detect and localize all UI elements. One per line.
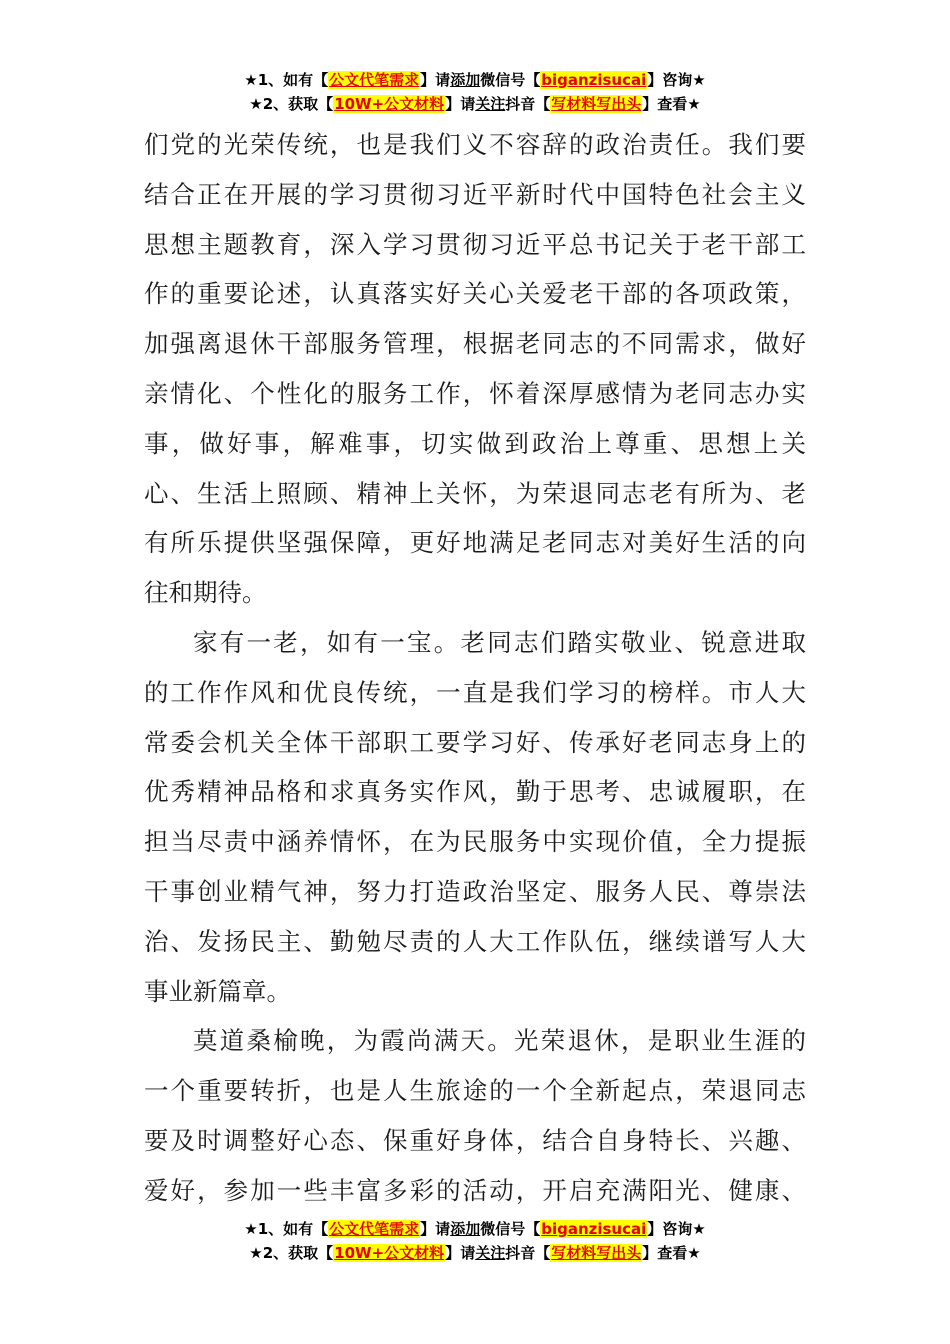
banner-text: 】请 — [445, 95, 476, 113]
text-line: 要及时调整好心态、保重好身体，结合自身特长、兴趣、 — [144, 1125, 806, 1155]
banner-line-2 — [0, 1242, 950, 1266]
banner-text: 】查看★ — [642, 1244, 701, 1262]
text-line: 家有一老，如有一宝。老同志们踏实敬业、锐意进取 — [193, 627, 806, 657]
text-line: 一个重要转折，也是人生旅途的一个全新起点，荣退同志 — [144, 1076, 806, 1106]
banner-text: 】请 — [420, 71, 451, 89]
footer-banner — [0, 1218, 950, 1266]
text-line: 莫道桑榆晚，为霞尚满天。光荣退休，是职业生涯的 — [193, 1026, 806, 1056]
banner-text: 】查看★ — [642, 95, 701, 113]
banner-text: 】请 — [445, 1244, 476, 1262]
paragraph-1 — [144, 120, 806, 618]
text-line: 有所乐提供坚强保障，更好地满足老同志对美好生活的向 — [144, 528, 806, 558]
text-line: 作的重要论述，认真落实好关心关爱老干部的各项政策， — [144, 279, 806, 309]
banner-underlined: 关注 — [475, 95, 506, 113]
highlight-materials: 10W+公文材料 — [334, 1244, 445, 1262]
text-line: 加强离退休干部服务管理，根据老同志的不同需求，做好 — [144, 329, 806, 359]
paragraph-2 — [144, 618, 806, 1016]
banner-line-2 — [0, 93, 950, 117]
highlight-wechat-id: biganzisucai — [541, 71, 647, 89]
text-line: 担当尽责中涵养情怀，在为民服务中实现价值，全力提振 — [144, 827, 806, 857]
text-line: 思想主题教育，深入学习贯彻习近平总书记关于老干部工 — [144, 229, 806, 259]
banner-underlined: 关注 — [475, 1244, 506, 1262]
highlight-materials: 10W+公文材料 — [334, 95, 445, 113]
banner-text: 微信号【 — [480, 1220, 541, 1238]
banner-text: ★2、获取【 — [249, 1244, 334, 1262]
banner-text: ★1、如有【 — [244, 1220, 329, 1238]
text-line: 往和期待。 — [144, 578, 267, 608]
text-line: 优秀精神品格和求真务实作风，勤于思考、忠诚履职，在 — [144, 777, 806, 807]
banner-underlined: 添加 — [450, 1220, 481, 1238]
banner-text: 】咨询★ — [647, 1220, 706, 1238]
text-line: 常委会机关全体干部职工要学习好、传承好老同志身上的 — [144, 727, 806, 757]
banner-text: 抖音【 — [505, 1244, 551, 1262]
banner-line-1 — [0, 1218, 950, 1242]
banner-text: 】请 — [420, 1220, 451, 1238]
text-line: 亲情化、个性化的服务工作，怀着深厚感情为老同志办实 — [144, 378, 806, 408]
highlight-wechat-id: biganzisucai — [541, 1220, 647, 1238]
text-line: 的工作作风和优良传统，一直是我们学习的榜样。市人大 — [144, 677, 806, 707]
highlight-service: 公文代笔需求 — [329, 71, 420, 89]
document-body — [144, 120, 806, 1216]
text-line: 结合正在开展的学习贯彻习近平新时代中国特色社会主义 — [144, 179, 806, 209]
highlight-douyin-account: 写材料写出头 — [551, 1244, 642, 1262]
text-line: 爱好，参加一些丰富多彩的活动，开启充满阳光、健康、 — [144, 1175, 806, 1205]
highlight-service: 公文代笔需求 — [329, 1220, 420, 1238]
text-line: 干事创业精气神，努力打造政治坚定、服务人民、尊崇法 — [144, 876, 806, 906]
paragraph-3 — [144, 1016, 806, 1215]
banner-text: 抖音【 — [505, 95, 551, 113]
banner-text: 】咨询★ — [647, 71, 706, 89]
banner-text: 微信号【 — [480, 71, 541, 89]
banner-line-1 — [0, 69, 950, 93]
banner-text: ★1、如有【 — [244, 71, 329, 89]
text-line: 治、发扬民主、勤勉尽责的人大工作队伍，继续谱写人大 — [144, 926, 806, 956]
banner-text: ★2、获取【 — [249, 95, 334, 113]
text-line: 们党的光荣传统，也是我们义不容辞的政治责任。我们要 — [144, 130, 806, 159]
highlight-douyin-account: 写材料写出头 — [551, 95, 642, 113]
header-banner — [0, 69, 950, 117]
text-line: 事业新篇章。 — [144, 976, 291, 1006]
text-line: 心、生活上照顾、精神上关怀，为荣退同志老有所为、老 — [144, 478, 806, 508]
banner-underlined: 添加 — [450, 71, 481, 89]
text-line: 事，做好事，解难事，切实做到政治上尊重、思想上关 — [144, 428, 806, 458]
